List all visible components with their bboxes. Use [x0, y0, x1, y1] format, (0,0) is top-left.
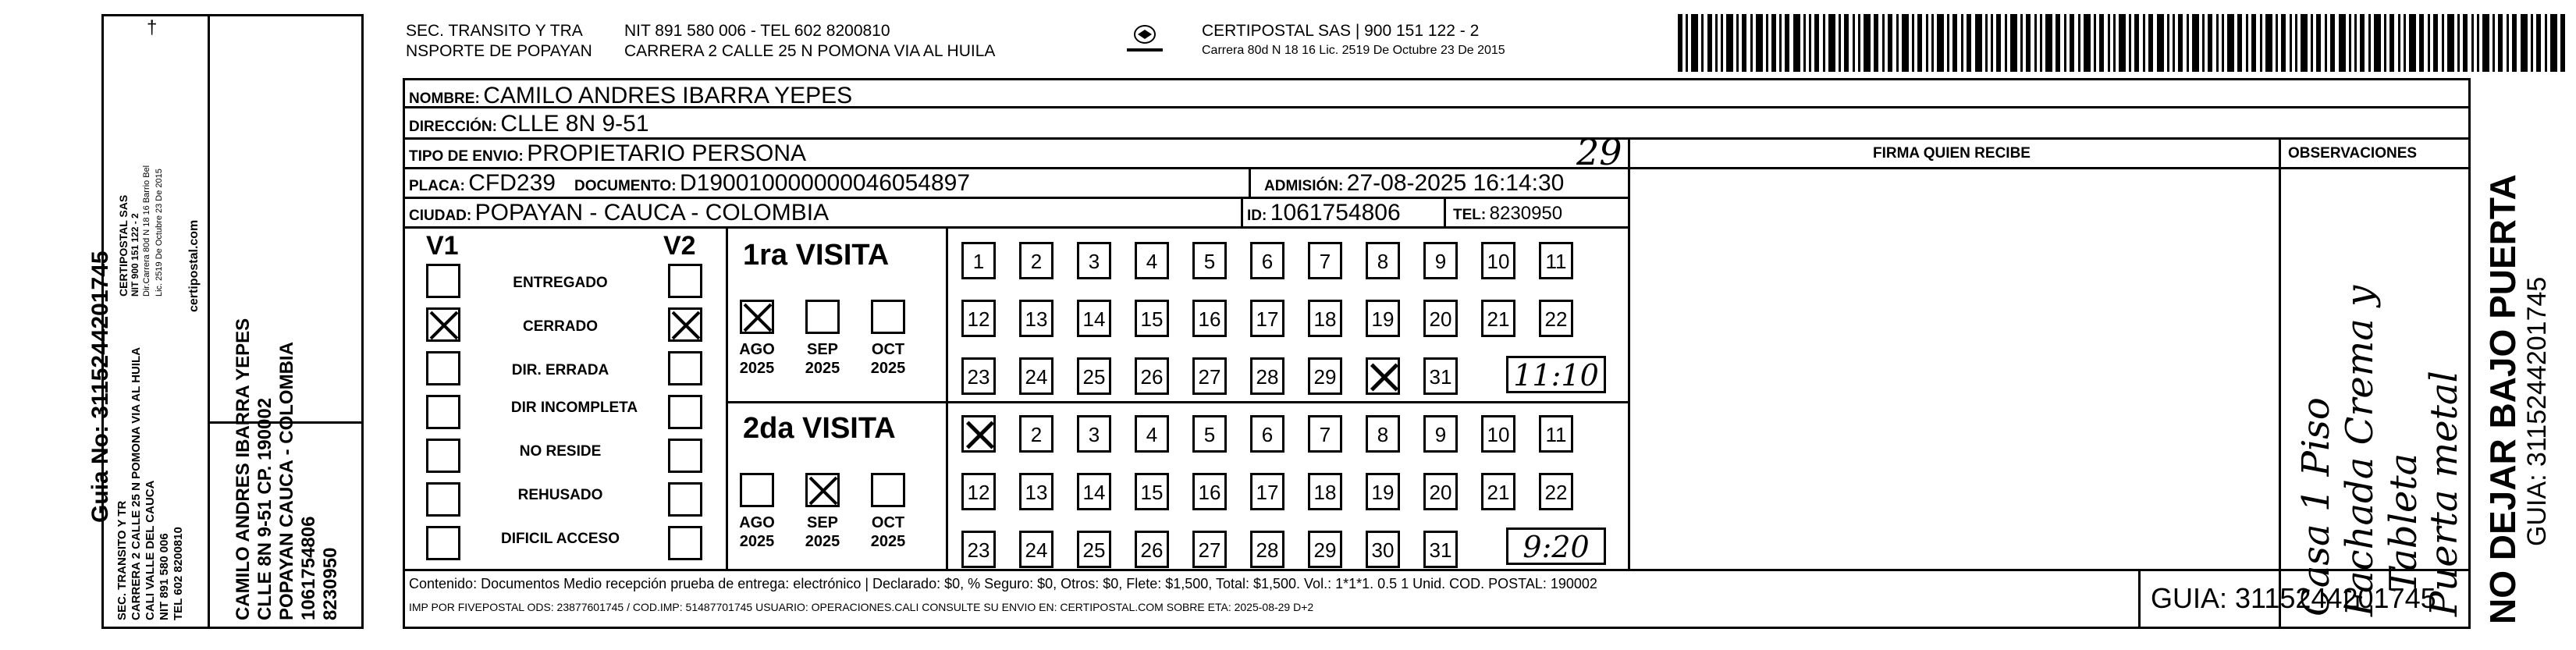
id-divider	[1241, 197, 1243, 226]
nombre-value: CAMILO ANDRES IBARRA YEPES	[483, 83, 853, 108]
visit1-month-ago-checkbox[interactable]	[740, 300, 774, 334]
visit1-day-6[interactable]: 6	[1250, 242, 1284, 279]
visit2-day-18[interactable]: 18	[1308, 473, 1342, 510]
visit1-day-18[interactable]: 18	[1308, 300, 1342, 337]
visit1-day-30[interactable]	[1366, 357, 1400, 395]
visit2-day-19[interactable]: 19	[1366, 473, 1400, 510]
visit2-day-2[interactable]: 2	[1019, 415, 1053, 453]
visit1-day-3[interactable]: 3	[1077, 242, 1111, 279]
footer-divider	[403, 569, 2471, 571]
visit2-day-22[interactable]: 22	[1539, 473, 1573, 510]
documento-label: DOCUMENTO:	[574, 178, 677, 194]
visit2-month-ago-checkbox[interactable]	[740, 473, 774, 507]
v2-checkbox-cerrado[interactable]	[668, 307, 702, 342]
visit2-day-28[interactable]: 28	[1250, 531, 1284, 568]
visit1-day-24[interactable]: 24	[1019, 357, 1053, 395]
visit1-month-oct-label: OCT 2025	[870, 341, 906, 377]
visit2-day-31[interactable]: 31	[1423, 531, 1458, 568]
visit2-day-23[interactable]: 23	[961, 531, 996, 568]
v2-checkbox-rehusado[interactable]	[668, 482, 702, 517]
stub-divider	[208, 14, 210, 629]
visit1-month-oct-checkbox[interactable]	[871, 300, 905, 334]
visit1-day-8[interactable]: 8	[1366, 242, 1400, 279]
v2-checkbox-dir-incompleta[interactable]	[668, 395, 702, 429]
placa-value: CFD239	[468, 170, 556, 196]
ciudad-label: CIUDAD:	[409, 208, 472, 224]
stub-website: certipostal.com	[187, 219, 201, 312]
reason-label: CERRADO	[522, 318, 599, 335]
v1-checkbox-dir-incompleta[interactable]	[426, 395, 460, 429]
v2-checkbox-dificil-acceso[interactable]	[668, 526, 702, 560]
visit2-day-20[interactable]: 20	[1423, 473, 1458, 510]
barcode	[1678, 14, 2576, 72]
footer-contenido: Contenido: Documentos Medio recepción prueba de entrega: electrónico | Declarado: $0, % Seguro: $0, Otros: $0, Flete: $1,500, Total: $1,500. Vol.: 1*1*1. 0.5 1 Unid. COD. POSTAL: 190002	[409, 576, 1597, 591]
ciudad-value: POPAYAN - CAUCA - COLOMBIA	[474, 200, 830, 226]
days-divider	[946, 226, 948, 569]
visit2-day-8[interactable]: 8	[1366, 415, 1400, 453]
v2-checkbox-no-reside[interactable]	[668, 439, 702, 473]
visit1-day-26[interactable]: 26	[1135, 357, 1169, 395]
visit1-day-27[interactable]: 27	[1192, 357, 1227, 395]
v2-checkbox-entregado[interactable]	[668, 264, 702, 298]
visit1-time: 11:10	[1506, 356, 1606, 393]
header-sender-address: CARRERA 2 CALLE 25 N POMONA VIA AL HUILA	[624, 42, 996, 60]
visit1-month-ago-label: AGO 2025	[739, 341, 775, 377]
visit2-day-6[interactable]: 6	[1250, 415, 1284, 453]
visit1-day-15[interactable]: 15	[1135, 300, 1169, 337]
v1-checkbox-dir-errada[interactable]	[426, 351, 460, 385]
reason-label: DIR INCOMPLETA	[510, 400, 638, 416]
tipo-handwritten-number: 29	[1576, 131, 1622, 173]
visit2-day-13[interactable]: 13	[1019, 473, 1053, 510]
header-sender-name-1: SEC. TRANSITO Y TRA	[406, 22, 583, 40]
row-divider	[403, 226, 1628, 229]
tel-row	[1453, 203, 1562, 225]
visit1-day-29[interactable]: 29	[1308, 357, 1342, 395]
visit1-day-17[interactable]: 17	[1250, 300, 1284, 337]
firma-divider	[1628, 137, 1630, 569]
visit1-day-31[interactable]: 31	[1423, 357, 1458, 395]
observaciones-label: OBSERVACIONES	[2288, 145, 2418, 162]
reason-label: NO RESIDE	[519, 443, 602, 460]
row-divider	[403, 167, 2471, 169]
tipo-value: PROPIETARIO PERSONA	[527, 140, 807, 166]
visit1-day-10[interactable]: 10	[1481, 242, 1515, 279]
placa-row	[409, 170, 556, 197]
stub-guia-number: Guia No: 3115244201745	[87, 250, 113, 523]
side-guia: GUIA: 3115244201745	[2522, 276, 2552, 546]
header-courier-address: Carrera 80d N 18 16 Lic. 2519 De Octubre 23 De 2015	[1202, 44, 1505, 57]
visit1-day-25[interactable]: 25	[1077, 357, 1111, 395]
direccion-value: CLLE 8N 9-51	[500, 111, 649, 137]
row-divider	[403, 137, 2471, 140]
admision-row	[1264, 170, 1564, 197]
firma-label: FIRMA QUIEN RECIBE	[1873, 145, 2031, 162]
v1-label: V1	[426, 231, 459, 261]
obs-header-line	[2279, 167, 2471, 169]
footer-imp: IMP POR FIVEPOSTAL ODS: 23877601745 / COD.IMP: 51487701745 USUARIO: OPERACIONES.CALI CONSULTE SU ENVIO EN: CERTIPOSTAL.COM SOBRE ETA: 2025-08-29 D+2	[409, 601, 1314, 613]
visit2-day-29[interactable]: 29	[1308, 531, 1342, 568]
admision-label: ADMISIÓN:	[1264, 178, 1344, 194]
reason-label: DIFICIL ACCESO	[500, 531, 620, 547]
visit2-day-11[interactable]: 11	[1539, 415, 1573, 453]
visit2-day-4[interactable]: 4	[1135, 415, 1169, 453]
visit2-day-21[interactable]: 21	[1481, 473, 1515, 510]
id-label: ID:	[1247, 208, 1267, 224]
visit-divider	[726, 401, 1628, 403]
visit2-day-16[interactable]: 16	[1192, 473, 1227, 510]
visit1-day-14[interactable]: 14	[1077, 300, 1111, 337]
no-dejar-bajo-puerta: NO DEJAR BAJO PUERTA	[2482, 174, 2523, 624]
visit2-day-7[interactable]: 7	[1308, 415, 1342, 453]
visit2-day-5[interactable]: 5	[1192, 415, 1227, 453]
v2-label: V2	[663, 231, 696, 261]
admision-value: 27-08-2025 16:14:30	[1346, 170, 1565, 196]
tel-label: TEL:	[1453, 207, 1487, 223]
visit2-title: 2da VISITA	[743, 412, 896, 445]
v1-checkbox-rehusado[interactable]	[426, 482, 460, 517]
visit2-day-17[interactable]: 17	[1250, 473, 1284, 510]
documento-row	[574, 170, 970, 197]
visit2-day-26[interactable]: 26	[1135, 531, 1169, 568]
visit2-time: 9:20	[1506, 527, 1606, 565]
v1-checkbox-entregado[interactable]	[426, 264, 460, 298]
visit2-day-3[interactable]: 3	[1077, 415, 1111, 453]
v1-checkbox-cerrado[interactable]	[426, 307, 460, 342]
visit1-day-16[interactable]: 16	[1192, 300, 1227, 337]
visit1-month-sep-checkbox[interactable]	[805, 300, 840, 334]
header-sender-nit: NIT 891 580 006 - TEL 602 8200810	[624, 22, 890, 40]
visit1-title: 1ra VISITA	[743, 239, 890, 272]
visit2-day-15[interactable]: 15	[1135, 473, 1169, 510]
tel-value: 8230950	[1489, 203, 1563, 224]
visit2-day-30[interactable]: 30	[1366, 531, 1400, 568]
visit1-day-4[interactable]: 4	[1135, 242, 1169, 279]
admision-divider	[1249, 167, 1251, 197]
visit1-day-19[interactable]: 19	[1366, 300, 1400, 337]
visit2-day-12[interactable]: 12	[961, 473, 996, 510]
id-row	[1247, 200, 1401, 226]
reason-label: ENTREGADO	[513, 275, 608, 291]
visit2-day-24[interactable]: 24	[1019, 531, 1053, 568]
visit1-day-1[interactable]: 1	[961, 242, 996, 279]
tel-divider	[1444, 197, 1446, 226]
visit2-day-25[interactable]: 25	[1077, 531, 1111, 568]
visit2-day-9[interactable]: 9	[1423, 415, 1458, 453]
visit1-day-28[interactable]: 28	[1250, 357, 1284, 395]
v1-checkbox-no-reside[interactable]	[426, 439, 460, 473]
visit2-day-10[interactable]: 10	[1481, 415, 1515, 453]
direccion-label: DIRECCIÓN:	[409, 119, 497, 135]
placa-label: PLACA:	[409, 178, 465, 194]
visit2-month-sep-checkbox[interactable]	[805, 473, 840, 507]
obs-divider	[2279, 137, 2281, 629]
nombre-label: NOMBRE:	[409, 91, 480, 107]
reason-label: DIR. ERRADA	[511, 362, 609, 378]
visit1-day-9[interactable]: 9	[1423, 242, 1458, 279]
tipo-row	[409, 140, 806, 167]
visit1-day-21[interactable]: 21	[1481, 300, 1515, 337]
pin-mark: †	[147, 17, 158, 38]
visit1-day-5[interactable]: 5	[1192, 242, 1227, 279]
visit2-day-14[interactable]: 14	[1077, 473, 1111, 510]
footer-guia: GUIA: 3115244201745	[2151, 582, 2436, 614]
visit2-day-1[interactable]	[961, 415, 996, 453]
id-value: 1061754806	[1270, 200, 1401, 226]
visit1-month-sep-label: SEP 2025	[805, 341, 840, 377]
visit1-day-12[interactable]: 12	[961, 300, 996, 337]
header-courier-name: CERTIPOSTAL SAS | 900 151 122 - 2	[1202, 22, 1480, 40]
v2-checkbox-dir-errada[interactable]	[668, 351, 702, 385]
reason-label: REHUSADO	[517, 487, 603, 503]
visit1-day-13[interactable]: 13	[1019, 300, 1053, 337]
visit2-month-ago-label: AGO 2025	[739, 514, 775, 550]
header-sender-name-2: NSPORTE DE POPAYAN	[406, 42, 592, 60]
visit1-day-2[interactable]: 2	[1019, 242, 1053, 279]
tipo-label: TIPO DE ENVIO:	[409, 148, 524, 165]
documento-value: D190010000000046054897	[680, 170, 971, 196]
ciudad-row	[409, 200, 829, 226]
direccion-row	[409, 111, 649, 137]
footer-guia-divider	[2138, 569, 2141, 629]
visit2-day-27[interactable]: 27	[1192, 531, 1227, 568]
nombre-row	[409, 83, 852, 109]
visit2-month-oct-checkbox[interactable]	[871, 473, 905, 507]
v1-checkbox-dificil-acceso[interactable]	[426, 526, 460, 560]
reasons-divider	[726, 226, 728, 569]
visit2-month-sep-label: SEP 2025	[805, 514, 840, 550]
visit1-day-20[interactable]: 20	[1423, 300, 1458, 337]
visit1-day-23[interactable]: 23	[961, 357, 996, 395]
visit1-day-11[interactable]: 11	[1539, 242, 1573, 279]
visit1-day-22[interactable]: 22	[1539, 300, 1573, 337]
certipostal-logo-icon	[1124, 22, 1166, 56]
visit1-day-7[interactable]: 7	[1308, 242, 1342, 279]
visit2-month-oct-label: OCT 2025	[870, 514, 906, 550]
